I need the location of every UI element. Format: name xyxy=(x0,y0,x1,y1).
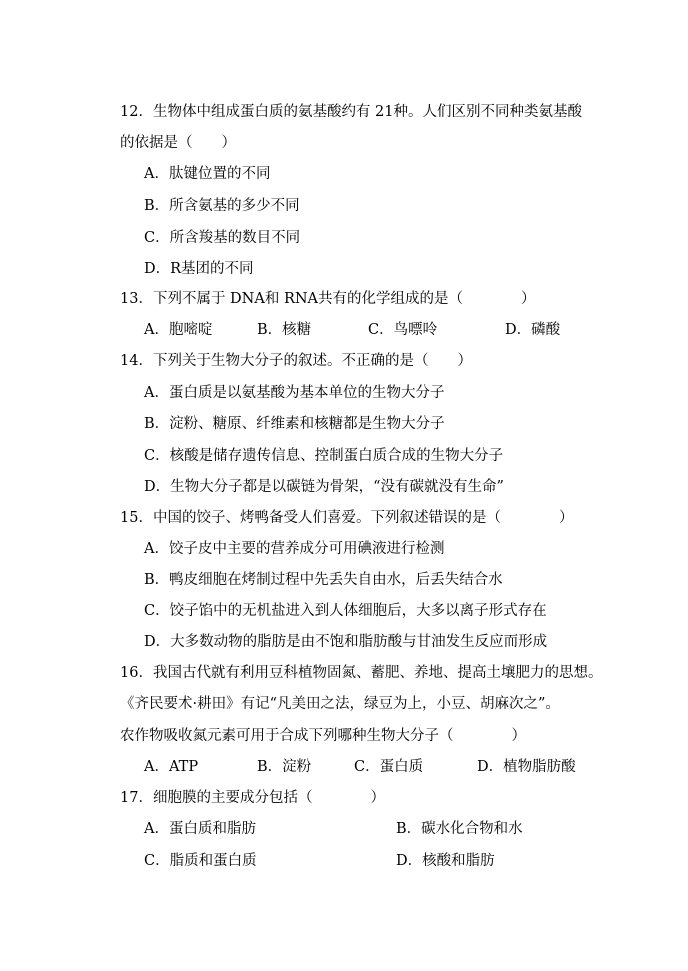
q14-option-b: B．淀粉、糖原、纤维素和核糖都是生物大分子 xyxy=(144,416,445,432)
q15-option-c: C．饺子馅中的无机盐进入到人体细胞后，大多以离子形式存在 xyxy=(144,603,547,619)
q12-option-c: C．所含羧基的数目不同 xyxy=(144,230,301,246)
q15-stem: 15．中国的饺子、烤鸭备受人们喜爱。下列叙述错误的是（ ） xyxy=(120,510,574,526)
q14-option-d: D．生物大分子都是以碳链为骨架，“没有碳就没有生命” xyxy=(144,479,504,495)
q13-option-c: C．鸟嘌呤 xyxy=(368,322,438,338)
q14-option-c: C．核酸是储存遗传信息、控制蛋白质合成的生物大分子 xyxy=(144,448,504,464)
q15-option-a: A．饺子皮中主要的营养成分可用碘液进行检测 xyxy=(144,541,445,557)
q13-option-d: D．磷酸 xyxy=(505,322,561,338)
q12-stem-line1: 12．生物体中组成蛋白质的氨基酸约有 21种。人们区别不同种类氨基酸 xyxy=(120,104,583,120)
q12-option-a: A．肽键位置的不同 xyxy=(144,166,271,182)
q17-stem: 17．细胞膜的主要成分包括（ ） xyxy=(120,790,385,806)
q16-option-c: C．蛋白质 xyxy=(354,759,424,775)
q17-option-a: A．蛋白质和脂肪 xyxy=(144,821,256,837)
q13-option-a: A．胞嘧啶 xyxy=(144,322,213,338)
q16-stem-line1: 16．我国古代就有利用豆科植物固氮、蓄肥、养地、提高土壤肥力的思想。 xyxy=(120,665,603,681)
q13-stem: 13．下列不属于 DNA和 RNA共有的化学组成的是（ ） xyxy=(120,291,536,307)
q12-option-d: D．R基团的不同 xyxy=(144,261,254,277)
q12-stem-line2: 的依据是（ ） xyxy=(120,135,236,151)
q17-option-d: D．核酸和脂肪 xyxy=(396,853,495,869)
q14-option-a: A．蛋白质是以氨基酸为基本单位的生物大分子 xyxy=(144,385,445,401)
q15-option-b: B．鸭皮细胞在烤制过程中先丢失自由水，后丢失结合水 xyxy=(144,572,503,588)
q17-option-c: C．脂质和蛋白质 xyxy=(144,853,257,869)
q16-option-b: B．淀粉 xyxy=(257,759,312,775)
q16-option-d: D．植物脂肪酸 xyxy=(477,759,576,775)
q13-option-b: B．核糖 xyxy=(257,322,312,338)
q16-stem-line3: 农作物吸收氮元素可用于合成下列哪种生物大分子（ ） xyxy=(120,728,526,744)
q16-stem-line2: 《齐民要术·耕田》有记“凡美田之法，绿豆为上，小豆、胡麻次之”。 xyxy=(120,696,560,712)
q17-option-b: B．碳水化合物和水 xyxy=(396,821,523,837)
q12-option-b: B．所含氨基的多少不同 xyxy=(144,198,300,214)
q14-stem: 14．下列关于生物大分子的叙述。不正确的是（ ） xyxy=(120,353,472,369)
q15-option-d: D．大多数动物的脂肪是由不饱和脂肪酸与甘油发生反应而形成 xyxy=(144,634,548,650)
q16-option-a: A．ATP xyxy=(144,759,199,775)
